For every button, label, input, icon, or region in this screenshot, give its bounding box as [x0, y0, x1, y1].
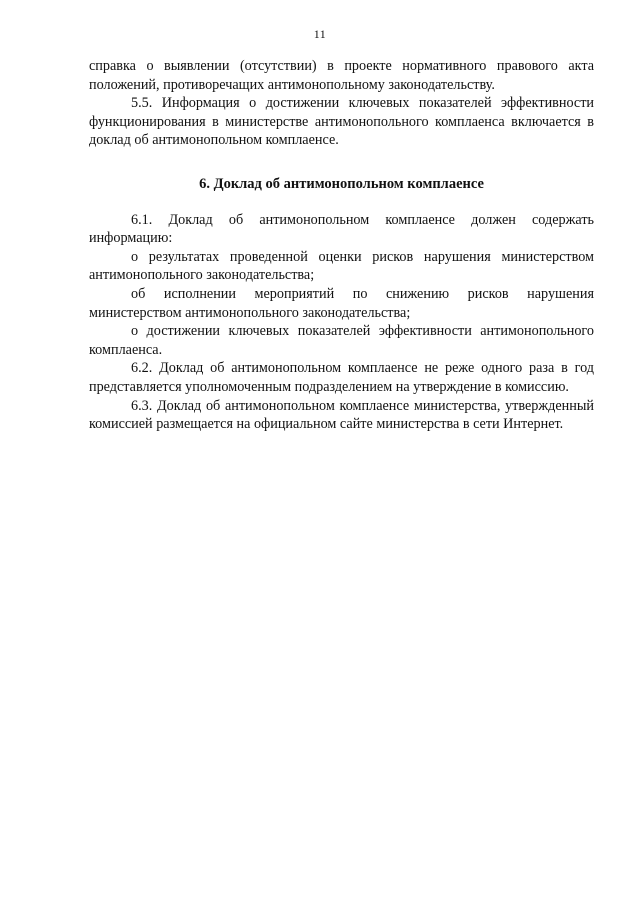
paragraph-6-3: 6.3. Доклад об антимонопольном комплаенсе министерства, утвержденный комиссией размещается на официальном сайте министерства в сети Интернет. [89, 397, 594, 433]
list-item-measures: об исполнении мероприятий по снижению рисков нарушения министерством антимонопольного законодательства; [89, 285, 594, 321]
list-item-risk-assessment: о результатах проведенной оценки рисков нарушения министерством антимонопольного законодательства; [89, 248, 594, 284]
paragraph-5-5: 5.5. Информация о достижении ключевых показателей эффективности функционирования в министерстве антимонопольного комплаенса включается в доклад об антимонопольном комплаенсе. [89, 95, 594, 149]
document-body [89, 57, 594, 434]
page-number: 11 [313, 27, 327, 41]
paragraph-6-1: 6.1. Доклад об антимонопольном комплаенсе должен содержать информацию: [89, 211, 594, 247]
paragraph-continuation: справка о выявлении (отсутствии) в проекте нормативного правового акта положений, противоречащих антимонопольному законодательству. [89, 58, 594, 93]
section-heading: 6. Доклад об антимонопольном комплаенсе [199, 175, 484, 192]
list-item-key-indicators: о достижении ключевых показателей эффективности антимонопольного комплаенса. [89, 323, 594, 358]
paragraph-6-2: 6.2. Доклад об антимонопольном комплаенсе не реже одного раза в год представляется уполномоченным подразделением на утверждение в комиссию. [89, 360, 594, 395]
